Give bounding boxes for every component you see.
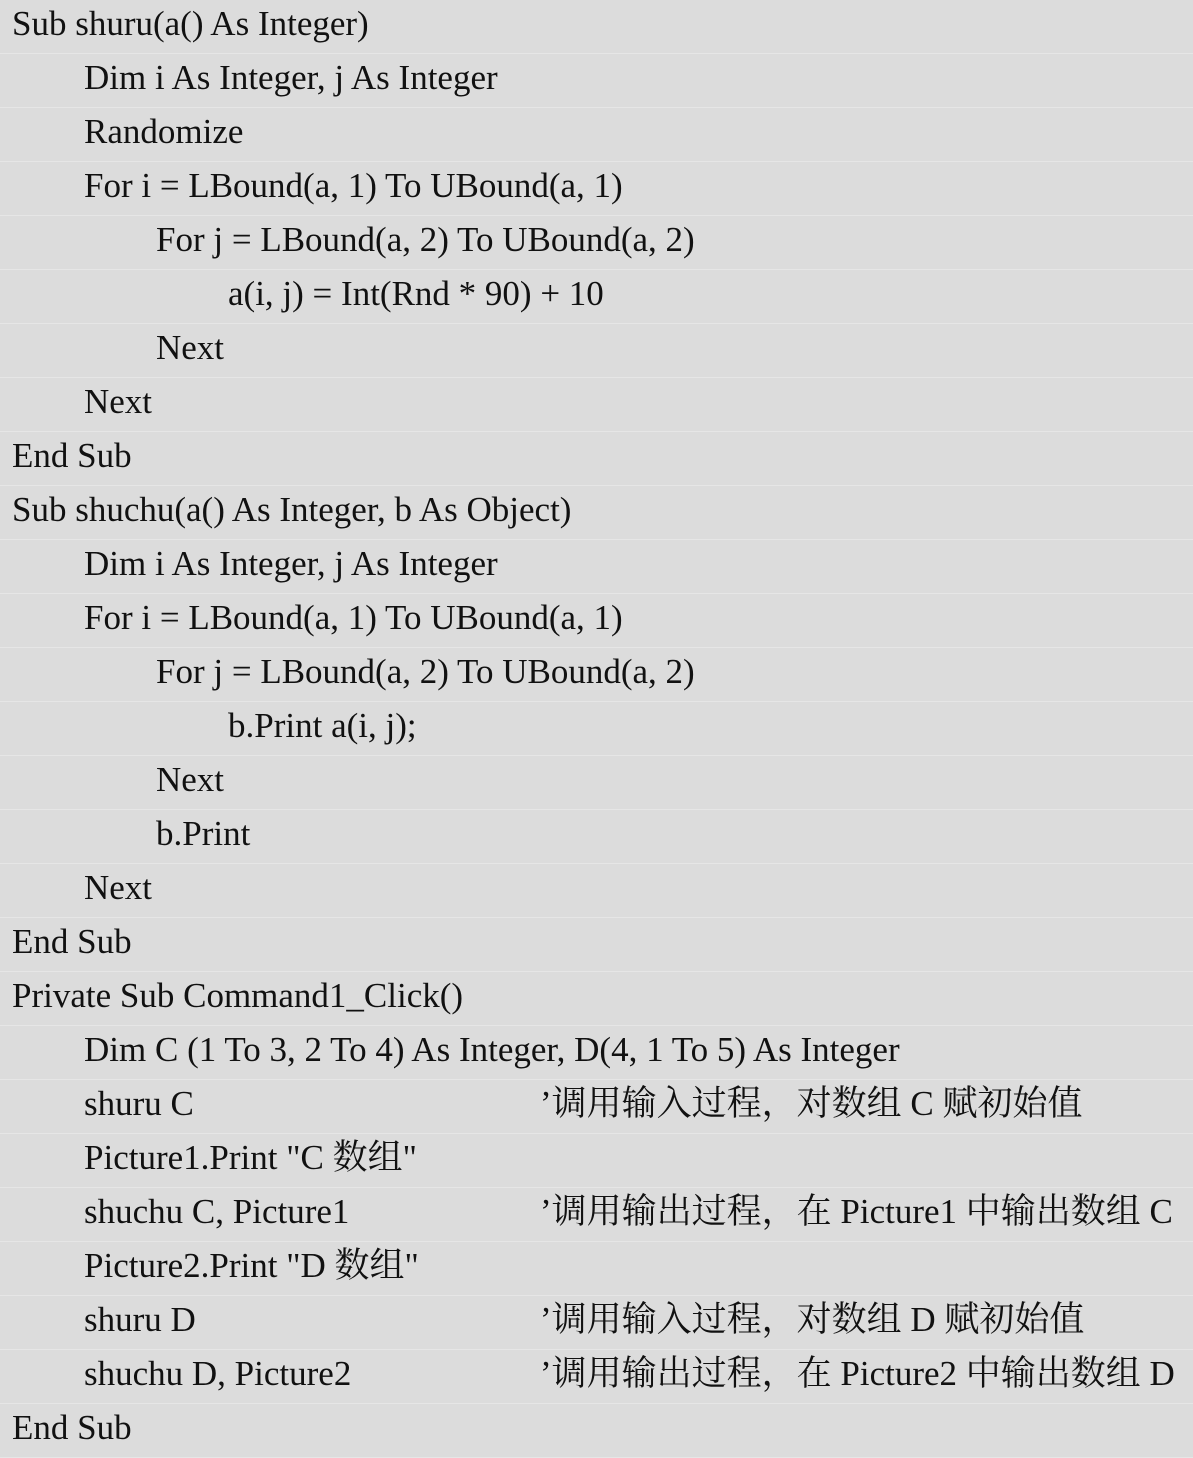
code-text: shuru D — [84, 1300, 196, 1339]
code-text: b.Print — [156, 814, 251, 853]
code-line — [0, 648, 1193, 702]
code-text: Sub shuru(a() As Integer) — [12, 4, 369, 43]
code-text: Next — [156, 328, 225, 367]
code-line — [0, 108, 1193, 162]
code-text: End Sub — [12, 922, 132, 961]
code-text: Picture1.Print "C 数组" — [84, 1138, 417, 1177]
code-text: shuchu C, Picture1 — [84, 1192, 350, 1231]
code-line — [0, 1404, 1193, 1458]
code-line — [0, 1188, 1193, 1242]
code-line — [0, 918, 1193, 972]
code-text: Private Sub Command1_Click() — [12, 976, 464, 1015]
code-line — [0, 378, 1193, 432]
code-line — [0, 810, 1193, 864]
code-text: Dim i As Integer, j As Integer — [84, 544, 498, 583]
code-text: Next — [84, 868, 153, 907]
code-comment: ’调用输入过程，对数组 C 赋初始值 — [540, 1084, 1083, 1123]
code-text: For j = LBound(a, 2) To UBound(a, 2) — [156, 652, 695, 691]
code-text: shuchu D, Picture2 — [84, 1354, 352, 1393]
code-line — [0, 0, 1193, 54]
code-line — [0, 1026, 1193, 1080]
code-text: For j = LBound(a, 2) To UBound(a, 2) — [156, 220, 695, 259]
code-text: Picture2.Print "D 数组" — [84, 1246, 419, 1285]
code-text: Dim C (1 To 3, 2 To 4) As Integer, D(4, 1 To 5) As Integer — [84, 1030, 900, 1069]
code-line — [0, 972, 1193, 1026]
code-text: Next — [84, 382, 153, 421]
code-text: shuru C — [84, 1084, 194, 1123]
code-text: a(i, j) = Int(Rnd * 90) + 10 — [228, 274, 604, 313]
code-text: Sub shuchu(a() As Integer, b As Object) — [12, 490, 572, 529]
code-line — [0, 1242, 1193, 1296]
code-text: Next — [156, 760, 225, 799]
code-text: b.Print a(i, j); — [228, 706, 417, 745]
code-line — [0, 540, 1193, 594]
code-line — [0, 702, 1193, 756]
code-comment: ’调用输入过程，对数组 D 赋初始值 — [540, 1300, 1085, 1339]
code-line — [0, 54, 1193, 108]
code-line — [0, 162, 1193, 216]
code-line — [0, 756, 1193, 810]
code-line — [0, 1350, 1193, 1404]
code-line — [0, 864, 1193, 918]
code-line — [0, 324, 1193, 378]
code-text: Randomize — [84, 112, 244, 151]
code-text: End Sub — [12, 1408, 132, 1447]
code-line — [0, 1296, 1193, 1350]
code-line — [0, 594, 1193, 648]
code-line — [0, 1134, 1193, 1188]
code-line — [0, 270, 1193, 324]
code-text: Dim i As Integer, j As Integer — [84, 58, 498, 97]
code-line — [0, 486, 1193, 540]
code-comment: ’调用输出过程，在 Picture2 中输出数组 D — [540, 1354, 1175, 1393]
code-line — [0, 432, 1193, 486]
code-text: For i = LBound(a, 1) To UBound(a, 1) — [84, 166, 623, 205]
code-text: For i = LBound(a, 1) To UBound(a, 1) — [84, 598, 623, 637]
code-line — [0, 216, 1193, 270]
code-comment: ’调用输出过程，在 Picture1 中输出数组 C — [540, 1192, 1173, 1231]
code-text: End Sub — [12, 436, 132, 475]
code-line — [0, 1080, 1193, 1134]
